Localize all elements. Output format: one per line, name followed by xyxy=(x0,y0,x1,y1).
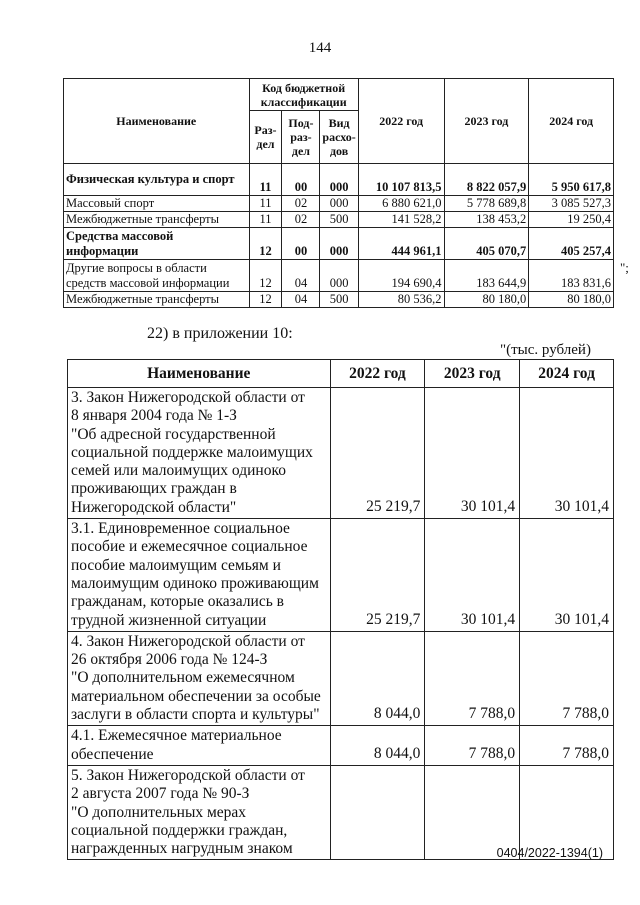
cell-y2022: 80 536,2 xyxy=(358,292,444,308)
cell-razdel: 12 xyxy=(249,292,282,308)
header-2024: 2024 год xyxy=(520,360,614,388)
cell-name: Физическая культура и спорт xyxy=(64,164,250,196)
cell-y2023: 138 453,2 xyxy=(444,212,529,228)
table-row xyxy=(64,292,614,308)
cell-y2024: 30 101,4 xyxy=(520,388,614,519)
social-support-table xyxy=(67,359,614,860)
cell-y2022: 8 044,0 xyxy=(330,631,425,725)
header-2023: 2023 год xyxy=(425,360,520,388)
cell-podrazdel: 04 xyxy=(282,260,320,292)
cell-y2022: 25 219,7 xyxy=(330,519,425,632)
cell-y2024: 30 101,4 xyxy=(520,519,614,632)
budget-classification-table xyxy=(63,78,614,308)
header-code-group: Код бюджетной классификации xyxy=(249,79,358,111)
header-name: Наименование xyxy=(68,360,331,388)
cell-name: 4. Закон Нижегородской области от 26 октября 2006 года № 124-З "О дополнительном ежемесячном материальном обеспечении за особые заслуги в области спорта и культуры" xyxy=(68,631,331,725)
table-row xyxy=(64,164,614,196)
table-row xyxy=(68,519,614,632)
cell-y2024: 19 250,4 xyxy=(529,212,614,228)
cell-y2023: 7 788,0 xyxy=(425,631,520,725)
table-row xyxy=(68,726,614,766)
cell-razdel: 11 xyxy=(249,212,282,228)
cell-y2023: 8 822 057,9 xyxy=(444,164,529,196)
cell-podrazdel: 00 xyxy=(282,228,320,260)
cell-podrazdel: 00 xyxy=(282,164,320,196)
cell-y2022: 8 044,0 xyxy=(330,726,425,766)
header-2024: 2024 год xyxy=(529,79,614,164)
cell-vid: 000 xyxy=(320,260,358,292)
cell-y2023: 30 101,4 xyxy=(425,388,520,519)
header-2022: 2022 год xyxy=(358,79,444,164)
table-row xyxy=(64,260,614,292)
table-row xyxy=(68,388,614,519)
cell-y2024: 405 257,4 xyxy=(529,228,614,260)
cell-y2024: 3 085 527,3 xyxy=(529,196,614,212)
page-number: 144 xyxy=(308,40,332,56)
cell-name: 5. Закон Нижегородской области от 2 августа 2007 года № 90-З "О дополнительных мерах социальной поддержки граждан, награжденных нагрудным знаком xyxy=(68,765,331,859)
cell-vid: 000 xyxy=(320,228,358,260)
cell-razdel: 11 xyxy=(249,196,282,212)
cell-razdel: 12 xyxy=(249,228,282,260)
cell-y2024: 7 788,0 xyxy=(520,631,614,725)
table-row xyxy=(64,228,614,260)
cell-vid: 500 xyxy=(320,292,358,308)
unit-label: "(тыс. рублей) xyxy=(500,342,591,358)
cell-name: Межбюджетные трансферты xyxy=(64,212,250,228)
cell-vid: 000 xyxy=(320,164,358,196)
intro-text: 22) в приложении 10: xyxy=(147,325,293,342)
header-2023: 2023 год xyxy=(444,79,529,164)
cell-name: 3.1. Единовременное социальное пособие и ежемесячное социальное пособие малоимущим семьям и малоимущим одиноко проживающим гражданам, которые оказались в трудной жизненной ситуации xyxy=(68,519,331,632)
cell-name: Межбюджетные трансферты xyxy=(64,292,250,308)
header-podrazdel: Под- раз- дел xyxy=(282,111,320,164)
closing-quote: "; xyxy=(620,260,629,275)
table-row xyxy=(64,212,614,228)
cell-podrazdel: 04 xyxy=(282,292,320,308)
cell-y2024: 7 788,0 xyxy=(520,726,614,766)
cell-y2024: 80 180,0 xyxy=(529,292,614,308)
table-row xyxy=(64,196,614,212)
cell-y2023: 30 101,4 xyxy=(425,519,520,632)
cell-y2022: 25 219,7 xyxy=(330,388,425,519)
cell-y2023: 183 644,9 xyxy=(444,260,529,292)
cell-name: Другие вопросы в области средств массовой информации xyxy=(64,260,250,292)
cell-y2022: 444 961,1 xyxy=(358,228,444,260)
cell-name: Средства массовой информации xyxy=(64,228,250,260)
cell-podrazdel: 02 xyxy=(282,196,320,212)
cell-vid: 500 xyxy=(320,212,358,228)
document-footer-code: 0404/2022-1394(1) xyxy=(496,846,603,860)
cell-y2022: 141 528,2 xyxy=(358,212,444,228)
header-vid: Вид расхо- дов xyxy=(320,111,358,164)
cell-vid: 000 xyxy=(320,196,358,212)
cell-razdel: 12 xyxy=(249,260,282,292)
cell-y2023: 80 180,0 xyxy=(444,292,529,308)
cell-y2023: 7 788,0 xyxy=(425,726,520,766)
table-row xyxy=(68,631,614,725)
header-name: Наименование xyxy=(64,79,250,164)
cell-razdel: 11 xyxy=(249,164,282,196)
cell-y2022: 10 107 813,5 xyxy=(358,164,444,196)
cell-y2023: 405 070,7 xyxy=(444,228,529,260)
header-razdel: Раз- дел xyxy=(249,111,282,164)
cell-y2022: 6 880 621,0 xyxy=(358,196,444,212)
cell-name: 3. Закон Нижегородской области от 8 января 2004 года № 1-З "Об адресной государственной социальной поддержке малоимущих семей или малоимущих одиноко проживающих граждан в Нижегородской области" xyxy=(68,388,331,519)
cell-y2023: 5 778 689,8 xyxy=(444,196,529,212)
cell-name: 4.1. Ежемесячное материальное обеспечение xyxy=(68,726,331,766)
cell-podrazdel: 02 xyxy=(282,212,320,228)
cell-y2024: 183 831,6 xyxy=(529,260,614,292)
cell-name: Массовый спорт xyxy=(64,196,250,212)
cell-y2024: 5 950 617,8 xyxy=(529,164,614,196)
cell-y2022: 194 690,4 xyxy=(358,260,444,292)
header-2022: 2022 год xyxy=(330,360,425,388)
